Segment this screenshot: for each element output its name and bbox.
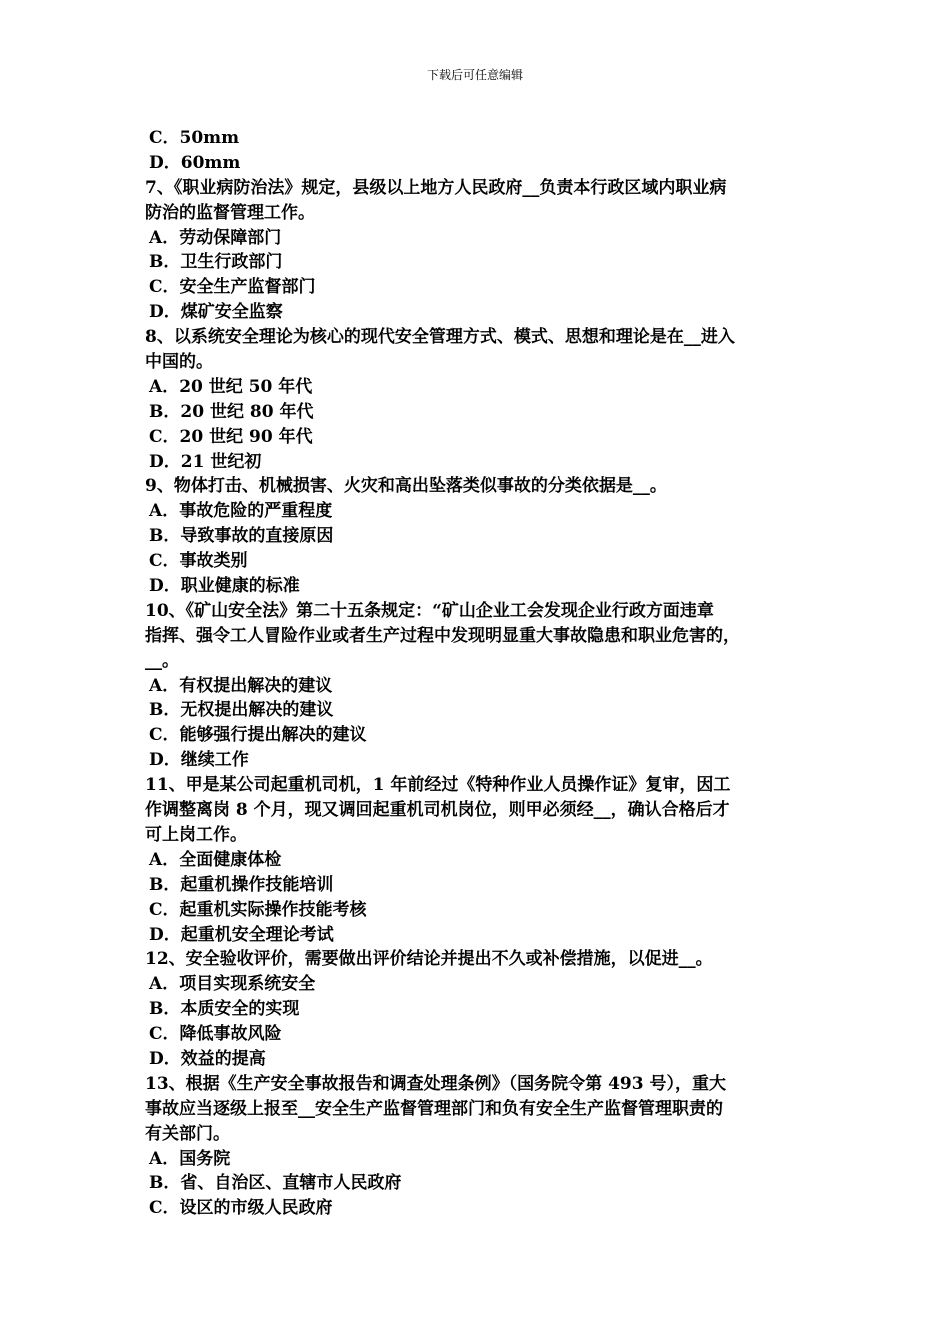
answer-option: D．继续工作 [149, 750, 249, 771]
answer-option: A．劳动保障部门 [149, 227, 282, 248]
question-text: 事故应当逐级上报至__安全生产监督管理部门和负有安全生产监督管理职责的 [145, 1098, 723, 1119]
question-text: 可上岗工作。 [145, 824, 247, 845]
answer-option: C．事故类别 [149, 551, 248, 572]
answer-option: B．导致事故的直接原因 [149, 526, 334, 547]
answer-option: A．20 世纪 50 年代 [149, 376, 313, 397]
answer-option: B．无权提出解决的建议 [149, 700, 334, 721]
answer-option: C．降低事故风险 [149, 1024, 282, 1045]
question-text: 中国的。 [145, 352, 213, 373]
answer-option: D．效益的提高 [149, 1048, 266, 1069]
answer-option: C．20 世纪 90 年代 [149, 426, 313, 447]
answer-option: B．本质安全的实现 [149, 999, 300, 1020]
question-text: 作调整离岗 8 个月，现又调回起重机司机岗位，则甲必须经__，确认合格后才 [145, 800, 730, 821]
answer-option: D．60mm [149, 152, 241, 173]
question-text: 11、甲是某公司起重机司机，1 年前经过《特种作业人员操作证》复审，因工 [145, 775, 731, 796]
answer-option: D．起重机安全理论考试 [149, 924, 334, 945]
answer-option: A．国务院 [149, 1148, 231, 1169]
question-text: 指挥、强令工人冒险作业或者生产过程中发现明显重大事故隐患和职业危害的， [145, 625, 740, 646]
answer-option: A．有权提出解决的建议 [149, 675, 333, 696]
question-text: 12、安全验收评价，需要做出评价结论并提出不久或补偿措施，以促进__。 [145, 949, 713, 970]
answer-option: D．21 世纪初 [149, 451, 262, 472]
question-text: 9、物体打击、机械损害、火灾和高出坠落类似事故的分类依据是__。 [145, 476, 667, 497]
answer-option: C．安全生产监督部门 [149, 277, 316, 298]
answer-option: C．能够强行提出解决的建议 [149, 725, 367, 746]
question-text: 8、以系统安全理论为核心的现代安全管理方式、模式、思想和理论是在__进入 [145, 327, 735, 348]
document-body [145, 126, 825, 1221]
question-text: 有关部门。 [145, 1123, 230, 1144]
answer-option: C．起重机实际操作技能考核 [149, 899, 367, 920]
answer-option: B．卫生行政部门 [149, 252, 283, 273]
answer-option: B．起重机操作技能培训 [149, 874, 334, 895]
answer-option: D．职业健康的标准 [149, 576, 300, 597]
question-text: 10、《矿山安全法》第二十五条规定：“矿山企业工会发现企业行政方面违章 [145, 600, 714, 621]
answer-option: A．项目实现系统安全 [149, 974, 316, 995]
question-text: 13、根据《生产安全事故报告和调查处理条例》（国务院令第 493 号），重大 [145, 1073, 726, 1094]
answer-option: D．煤矿安全监察 [149, 302, 283, 323]
question-text: __。 [145, 650, 179, 671]
question-text: 7、《职业病防治法》规定，县级以上地方人民政府__负责本行政区域内职业病 [145, 177, 727, 198]
answer-option: B．20 世纪 80 年代 [149, 401, 314, 422]
answer-option: A．全面健康体检 [149, 849, 282, 870]
answer-option: C．50mm [149, 128, 240, 148]
page-header: 下载后可任意编辑 [426, 68, 523, 82]
answer-option: B．省、自治区、直辖市人民政府 [149, 1173, 402, 1194]
answer-option: A．事故危险的严重程度 [149, 501, 333, 522]
question-text: 防治的监督管理工作。 [145, 202, 315, 223]
answer-option: C．设区的市级人民政府 [149, 1198, 333, 1219]
